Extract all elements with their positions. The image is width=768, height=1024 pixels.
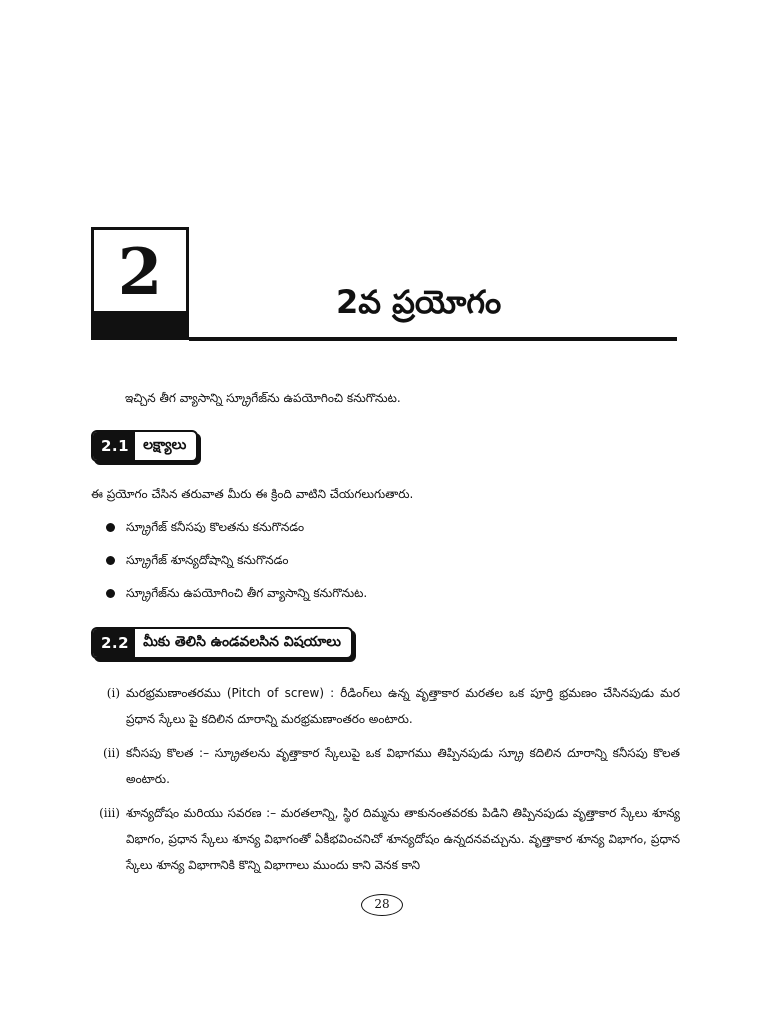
objectives-list: [106, 517, 666, 616]
section-number: 2.1: [93, 432, 135, 460]
list-item: [106, 517, 666, 550]
definition-text: కనీసపు కొలత :– స్క్రూతలను వృత్తాకార స్కేలుపై ఒక విభాగము తిప్పినపుడు స్క్రూ కదిలిన దూరాన్ని కనీసపు కొలత అంటారు.: [126, 746, 680, 786]
section-number: 2.2: [93, 629, 135, 657]
chapter-number-box: [91, 227, 189, 340]
bullet-icon: [106, 523, 115, 532]
definitions-list: [96, 680, 680, 886]
chapter-number: 2: [117, 235, 163, 310]
definition-text: శూన్యదోషం మరియు సవరణ :– మరతలాన్ని, స్థిర దిమ్మను తాకునంతవరకు పిడిని తిప్పినపుడు వృత్తాకార స్కేలు శూన్య విభాగం, ప్రధాన స్కేలు శూన్య విభాగంతో ఏకీభవించనిచో శూన్యదోషం ఉన్నదనవచ్చును. వృత్తాకార శూన్య విభాగం, ప్రధాన స్కేలు శూన్య విభాగానికి కొన్ని విభాగాలు ముందు కాని వెనక కాని: [126, 806, 680, 872]
definition-text: మరభ్రమణాంతరము (Pitch of screw) : రీడింగ్‌లు ఉన్న వృత్తాకార మరతల ఒక పూర్తి భ్రమణం చేసినపుడు మర ప్రధాన స్కేలు పై కదిలిన దూరాన్ని మరభ్రమణాంతరం అంటారు.: [126, 686, 680, 726]
list-item: [106, 583, 666, 616]
chapter-title: 2వ ప్రయోగం: [336, 283, 502, 321]
list-item: [106, 550, 666, 583]
list-item-text: స్క్రూగేజ్ శూన్యదోషాన్ని కనుగొనడం: [126, 553, 289, 567]
section-title: మీకు తెలిసి ఉండవలసిన విషయాలు: [143, 633, 342, 650]
definition-item: [96, 680, 680, 732]
section-heading-background: [91, 627, 353, 659]
chapter-box-band: [94, 311, 186, 337]
experiment-aim: ఇచ్చిన తీగ వ్యాసాన్ని స్క్రూగేజ్‌ను ఉపయోగించి కనుగొనుట.: [125, 391, 401, 405]
list-item-text: స్క్రూగేజ్ కనీసపు కొలతను కనుగొనడం: [126, 520, 305, 534]
item-marker: (i): [106, 686, 120, 700]
section-title: లక్ష్యాలు: [143, 436, 187, 453]
bullet-icon: [106, 556, 115, 565]
item-marker: (ii): [102, 746, 120, 760]
list-item-text: స్క్రూగేజ్‌ను ఉపయోగించి తీగ వ్యాసాన్ని కనుగొనుట.: [126, 586, 368, 600]
item-marker: (iii): [99, 806, 120, 820]
definition-item: [96, 800, 680, 878]
definition-item: [96, 740, 680, 792]
bullet-icon: [106, 589, 115, 598]
chapter-rule: [189, 337, 677, 341]
objectives-lead: ఈ ప్రయోగం చేసిన తరువాత మీరు ఈ క్రింది వాటిని చేయగలుగుతారు.: [91, 487, 414, 501]
page-number: 28: [361, 894, 403, 916]
section-heading-objectives: [91, 430, 198, 462]
